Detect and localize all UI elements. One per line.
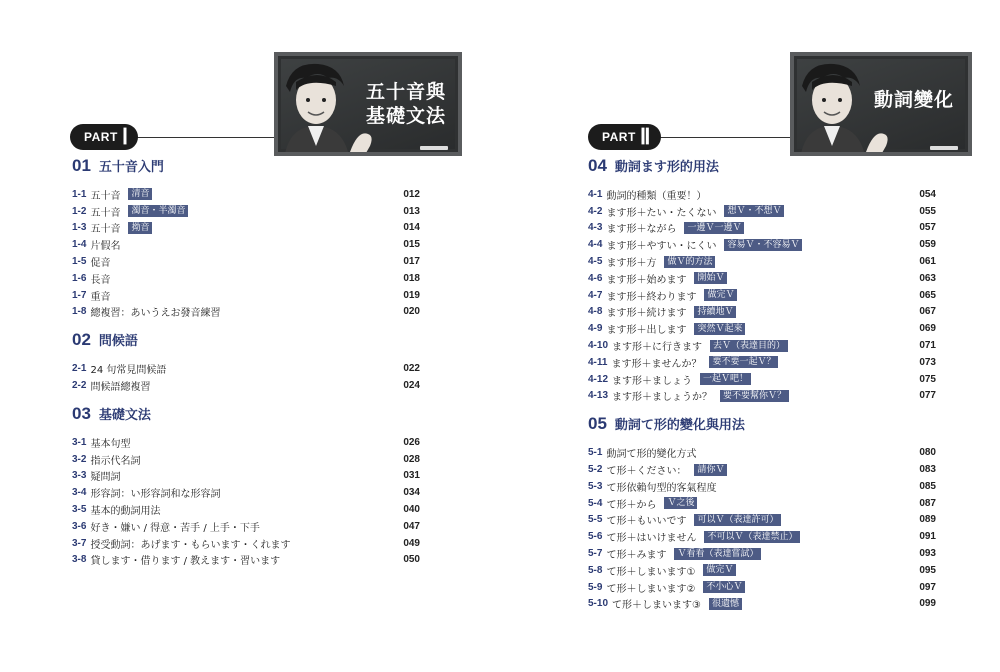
entry-tag: Ｖ看看（表達嘗試） bbox=[674, 548, 761, 560]
chapter-number: 03 bbox=[72, 403, 91, 423]
toc-entry[interactable] bbox=[588, 512, 936, 529]
entry-title: 好き・嫌い / 得意・苦手 / 上手・下手 bbox=[90, 522, 260, 534]
board-title-line1: 五十音與 bbox=[365, 81, 446, 103]
toc-entry[interactable] bbox=[588, 186, 936, 203]
entry-title: 基本句型 bbox=[90, 438, 131, 450]
toc-entry[interactable] bbox=[588, 495, 936, 512]
toc-entry[interactable] bbox=[72, 287, 420, 304]
toc-entry[interactable] bbox=[588, 337, 936, 354]
entry-page-number: 089 bbox=[919, 514, 936, 526]
toc-entry[interactable] bbox=[72, 518, 420, 535]
entry-number: 3-2 bbox=[72, 453, 87, 465]
entry-number: 4-2 bbox=[588, 205, 603, 217]
entry-title: て形＋はいけません bbox=[606, 533, 697, 545]
toc-entry[interactable] bbox=[72, 203, 420, 220]
toc-entry[interactable] bbox=[72, 552, 420, 569]
chalkboard bbox=[274, 52, 462, 156]
entry-number: 3-4 bbox=[72, 487, 87, 499]
chapter-number: 02 bbox=[72, 330, 91, 350]
entry-title: ます形＋続けます bbox=[606, 308, 687, 320]
entry-tag: 不可以Ｖ（表達禁止） bbox=[704, 531, 800, 543]
entry-page-number: 015 bbox=[403, 239, 420, 251]
toc-entry[interactable] bbox=[72, 377, 420, 394]
part-badge bbox=[70, 124, 138, 150]
entry-title: 五十音 bbox=[90, 190, 121, 202]
entry-page-number: 073 bbox=[919, 356, 936, 368]
entry-number: 1-2 bbox=[72, 205, 87, 217]
chapter-section bbox=[72, 156, 420, 320]
toc-entry[interactable] bbox=[588, 478, 936, 495]
part-number: Ⅱ bbox=[639, 124, 651, 149]
entry-page-number: 080 bbox=[919, 447, 936, 459]
entry-title: ます形＋に行きます bbox=[612, 342, 703, 354]
entry-number: 2-2 bbox=[72, 380, 87, 392]
entry-number: 2-1 bbox=[72, 363, 87, 375]
entry-title: 形容詞：い形容詞和な形容詞 bbox=[90, 489, 221, 501]
toc-entry[interactable] bbox=[588, 203, 936, 220]
toc-entry[interactable] bbox=[588, 461, 936, 478]
entry-tag: 濁音・半濁音 bbox=[128, 205, 188, 217]
entry-title: 問候語總複習 bbox=[90, 382, 151, 394]
entry-title: ます形＋やすい・にくい bbox=[606, 241, 717, 253]
toc-entry[interactable] bbox=[588, 320, 936, 337]
entry-page-number: 026 bbox=[403, 436, 420, 448]
entry-number: 5-7 bbox=[588, 548, 603, 560]
entry-title: 長音 bbox=[90, 274, 111, 286]
entry-number: 5-9 bbox=[588, 581, 603, 593]
chapter-section bbox=[72, 404, 420, 568]
entry-title: て形＋しまいます① bbox=[606, 566, 696, 578]
entry-tag: 去Ｖ（表達目的） bbox=[710, 340, 788, 352]
toc-entry[interactable] bbox=[72, 468, 420, 485]
entry-tag: 請你Ｖ bbox=[694, 464, 727, 476]
entry-title: て形＋しまいます③ bbox=[612, 600, 701, 612]
entry-tag: 做Ｖ的方法 bbox=[664, 256, 715, 268]
chapter-heading bbox=[588, 156, 936, 184]
entry-title: て形＋もいいです bbox=[606, 516, 687, 528]
entry-page-number: 077 bbox=[919, 390, 936, 402]
entry-number: 4-1 bbox=[588, 188, 603, 200]
toc-entry[interactable] bbox=[588, 562, 936, 579]
entry-page-number: 069 bbox=[919, 323, 936, 335]
entry-number: 4-7 bbox=[588, 289, 603, 301]
chapter-title: 五十音入門 bbox=[98, 160, 164, 175]
toc-entry[interactable] bbox=[72, 360, 420, 377]
toc-entry[interactable] bbox=[72, 434, 420, 451]
entry-page-number: 017 bbox=[403, 256, 420, 268]
chalkboard bbox=[790, 52, 972, 156]
right-page bbox=[500, 0, 1000, 672]
toc-entry[interactable] bbox=[588, 545, 936, 562]
toc-entry[interactable] bbox=[588, 444, 936, 461]
entry-page-number: 054 bbox=[919, 188, 936, 200]
entry-tag: 做完Ｖ bbox=[703, 564, 736, 576]
entry-number: 3-1 bbox=[72, 436, 87, 448]
entry-title: 五十音 bbox=[90, 207, 121, 219]
entry-page-number: 065 bbox=[919, 289, 936, 301]
board-title-line2: 基礎文法 bbox=[365, 105, 446, 127]
entry-title: ます形＋ませんか？ bbox=[611, 358, 702, 370]
entry-title: 貸します・借ります / 教えます・習います bbox=[90, 556, 281, 568]
toc-entry[interactable] bbox=[588, 236, 936, 253]
entry-number: 4-6 bbox=[588, 272, 603, 284]
chapter-number: 04 bbox=[588, 156, 607, 175]
toc-entry[interactable] bbox=[588, 354, 936, 371]
entry-number: 4-10 bbox=[588, 340, 609, 352]
chapter-section bbox=[72, 330, 420, 394]
entry-number: 3-6 bbox=[72, 520, 87, 532]
entry-tag: 想Ｖ・不想Ｖ bbox=[724, 205, 784, 217]
entry-page-number: 028 bbox=[403, 453, 420, 465]
toc-entry[interactable] bbox=[72, 451, 420, 468]
entry-number: 3-8 bbox=[72, 554, 87, 566]
entry-number: 5-8 bbox=[588, 564, 603, 576]
entry-number: 3-5 bbox=[72, 504, 87, 516]
board-title-line1: 動詞變化 bbox=[873, 89, 954, 111]
entry-title: ます形＋ましょう bbox=[612, 375, 693, 387]
entry-title: て形＋ください： bbox=[606, 466, 687, 478]
entry-page-number: 047 bbox=[403, 520, 420, 532]
toc-entry[interactable] bbox=[588, 270, 936, 287]
chapter-heading bbox=[72, 156, 420, 184]
entry-title: 總複習：あいうえお發音練習 bbox=[90, 308, 221, 320]
entry-number: 4-5 bbox=[588, 256, 603, 268]
chapter-heading bbox=[588, 414, 936, 442]
entry-number: 1-5 bbox=[72, 256, 87, 268]
chapter-heading bbox=[72, 404, 420, 432]
entry-page-number: 093 bbox=[919, 548, 936, 560]
entry-page-number: 034 bbox=[403, 487, 420, 499]
toc-entry[interactable] bbox=[588, 388, 936, 405]
entry-number: 3-3 bbox=[72, 470, 87, 482]
toc-entry[interactable] bbox=[588, 287, 936, 304]
toc-entry[interactable] bbox=[588, 220, 936, 237]
entry-page-number: 095 bbox=[919, 564, 936, 576]
chapter-section bbox=[588, 156, 936, 404]
chalk bbox=[930, 146, 958, 150]
entry-title: 授受動詞：あげます・もらいます・くれます bbox=[90, 539, 291, 551]
entry-page-number: 012 bbox=[403, 188, 420, 200]
toc-entry[interactable] bbox=[72, 186, 420, 203]
entry-tag: 要不要一起Ｖ？ bbox=[709, 356, 778, 368]
entry-tag: 拗音 bbox=[128, 222, 152, 234]
part-label: PART bbox=[602, 130, 636, 144]
entry-number: 5-3 bbox=[588, 480, 603, 492]
entry-page-number: 040 bbox=[403, 504, 420, 516]
entry-title: 動詞的種類（重要！） bbox=[606, 190, 707, 202]
entry-tag: Ｖ之後 bbox=[664, 497, 697, 509]
entry-number: 4-4 bbox=[588, 239, 603, 251]
entry-page-number: 063 bbox=[919, 272, 936, 284]
toc-entry[interactable] bbox=[72, 270, 420, 287]
entry-page-number: 091 bbox=[919, 531, 936, 543]
chapter-number: 05 bbox=[588, 414, 607, 434]
entry-page-number: 020 bbox=[403, 306, 420, 318]
toc-entry[interactable] bbox=[72, 236, 420, 253]
entry-number: 1-7 bbox=[72, 289, 87, 301]
entry-title: ます形＋たい・たくない bbox=[606, 207, 717, 219]
toc-entry[interactable] bbox=[72, 253, 420, 270]
toc-entry[interactable] bbox=[588, 253, 936, 270]
entry-title: 基本的動詞用法 bbox=[90, 506, 161, 518]
entry-tag: 突然Ｖ起來 bbox=[694, 323, 745, 335]
entry-page-number: 057 bbox=[919, 222, 936, 234]
part-rule bbox=[128, 137, 274, 138]
entry-number: 5-2 bbox=[588, 464, 603, 476]
entry-number: 4-13 bbox=[588, 390, 609, 402]
toc-entry[interactable] bbox=[588, 528, 936, 545]
entry-number: 1-6 bbox=[72, 272, 87, 284]
entry-number: 4-3 bbox=[588, 222, 603, 234]
entry-tag: 開始Ｖ bbox=[694, 272, 727, 284]
entry-number: 5-4 bbox=[588, 497, 603, 509]
entry-page-number: 059 bbox=[919, 239, 936, 251]
chapter-title: 基礎文法 bbox=[98, 407, 151, 423]
entry-page-number: 014 bbox=[403, 222, 420, 234]
entry-number: 5-1 bbox=[588, 447, 603, 459]
entry-tag: 不小心Ｖ bbox=[703, 581, 745, 593]
entry-title: ます形＋出します bbox=[606, 325, 687, 337]
entry-page-number: 019 bbox=[403, 289, 420, 301]
toc-entry[interactable] bbox=[588, 579, 936, 596]
entry-number: 1-8 bbox=[72, 306, 87, 318]
entry-tag: 一邊Ｖ一邊Ｖ bbox=[684, 222, 744, 234]
part-rule bbox=[646, 137, 790, 138]
entry-title: 疑問詞 bbox=[90, 472, 121, 484]
part-label: PART bbox=[84, 130, 118, 144]
entry-title: 24 句常見問候語 bbox=[90, 365, 167, 377]
toc-entry[interactable] bbox=[72, 484, 420, 501]
entry-number: 1-4 bbox=[72, 239, 87, 251]
table-of-contents bbox=[588, 156, 936, 612]
chapter-section bbox=[588, 414, 936, 612]
entry-number: 5-6 bbox=[588, 531, 603, 543]
toc-entry[interactable] bbox=[72, 501, 420, 518]
entry-page-number: 022 bbox=[403, 363, 420, 375]
part-number: Ⅰ bbox=[121, 124, 129, 149]
entry-number: 4-11 bbox=[588, 356, 608, 368]
table-of-contents bbox=[72, 156, 420, 568]
entry-page-number: 013 bbox=[403, 205, 420, 217]
toc-entry[interactable] bbox=[72, 220, 420, 237]
entry-page-number: 071 bbox=[919, 340, 936, 352]
part-badge bbox=[588, 124, 661, 150]
entry-title: ます形＋終わります bbox=[606, 291, 697, 303]
entry-page-number: 083 bbox=[919, 464, 936, 476]
toc-entry[interactable] bbox=[588, 596, 936, 613]
entry-title: 促音 bbox=[90, 258, 111, 270]
chapter-title: 問候語 bbox=[98, 334, 138, 350]
entry-page-number: 075 bbox=[919, 373, 936, 385]
entry-title: て形＋しまいます② bbox=[606, 583, 696, 595]
entry-tag: 一起Ｖ吧！ bbox=[700, 373, 751, 385]
entry-title: 指示代名詞 bbox=[90, 455, 141, 467]
entry-page-number: 099 bbox=[919, 598, 936, 610]
entry-page-number: 061 bbox=[919, 256, 936, 268]
entry-title: ます形＋方 bbox=[606, 258, 657, 270]
entry-page-number: 018 bbox=[403, 272, 420, 284]
entry-page-number: 087 bbox=[919, 497, 936, 509]
entry-number: 4-12 bbox=[588, 373, 609, 385]
entry-number: 1-3 bbox=[72, 222, 87, 234]
chapter-title: 動詞て形的變化與用法 bbox=[614, 418, 745, 434]
toc-entry[interactable] bbox=[588, 304, 936, 321]
entry-title: 動詞て形的變化方式 bbox=[606, 449, 697, 461]
entry-title: て形＋みます bbox=[606, 550, 667, 562]
entry-title: ます形＋ながら bbox=[606, 224, 677, 236]
entry-title: 片假名 bbox=[90, 241, 121, 253]
entry-page-number: 049 bbox=[403, 537, 420, 549]
entry-title: て形＋から bbox=[606, 499, 657, 511]
chapter-heading bbox=[72, 330, 420, 358]
entry-page-number: 024 bbox=[403, 380, 420, 392]
entry-number: 5-10 bbox=[588, 598, 609, 610]
chapter-title: 動詞ます形的用法 bbox=[614, 160, 719, 175]
entry-title: て形依賴句型的客氣程度 bbox=[606, 482, 717, 494]
entry-number: 3-7 bbox=[72, 537, 87, 549]
toc-entry[interactable] bbox=[72, 304, 420, 321]
entry-tag: 可以Ｖ（表達許可） bbox=[694, 514, 781, 526]
entry-tag: 持續地Ｖ bbox=[694, 306, 736, 318]
entry-number: 5-5 bbox=[588, 514, 603, 526]
entry-number: 1-1 bbox=[72, 188, 87, 200]
entry-page-number: 097 bbox=[919, 581, 936, 593]
entry-page-number: 055 bbox=[919, 205, 936, 217]
entry-title: ます形＋始めます bbox=[606, 274, 687, 286]
entry-page-number: 050 bbox=[403, 554, 420, 566]
chalk bbox=[420, 146, 448, 150]
entry-page-number: 085 bbox=[919, 480, 936, 492]
entry-title: 重音 bbox=[90, 291, 111, 303]
entry-tag: 要不要幫你Ｖ？ bbox=[720, 390, 789, 402]
toc-entry[interactable] bbox=[72, 535, 420, 552]
entry-title: ます形＋ましょうか？ bbox=[612, 392, 713, 404]
entry-title: 五十音 bbox=[90, 224, 121, 236]
toc-entry[interactable] bbox=[588, 371, 936, 388]
entry-page-number: 031 bbox=[403, 470, 420, 482]
chapter-number: 01 bbox=[72, 156, 91, 175]
entry-tag: 做完Ｖ bbox=[704, 289, 737, 301]
entry-number: 4-9 bbox=[588, 323, 603, 335]
entry-page-number: 067 bbox=[919, 306, 936, 318]
entry-tag: 容易Ｖ・不容易Ｖ bbox=[724, 239, 802, 251]
entry-number: 4-8 bbox=[588, 306, 603, 318]
entry-tag: 清音 bbox=[128, 188, 152, 200]
entry-tag: 很遺憾 bbox=[709, 598, 742, 610]
